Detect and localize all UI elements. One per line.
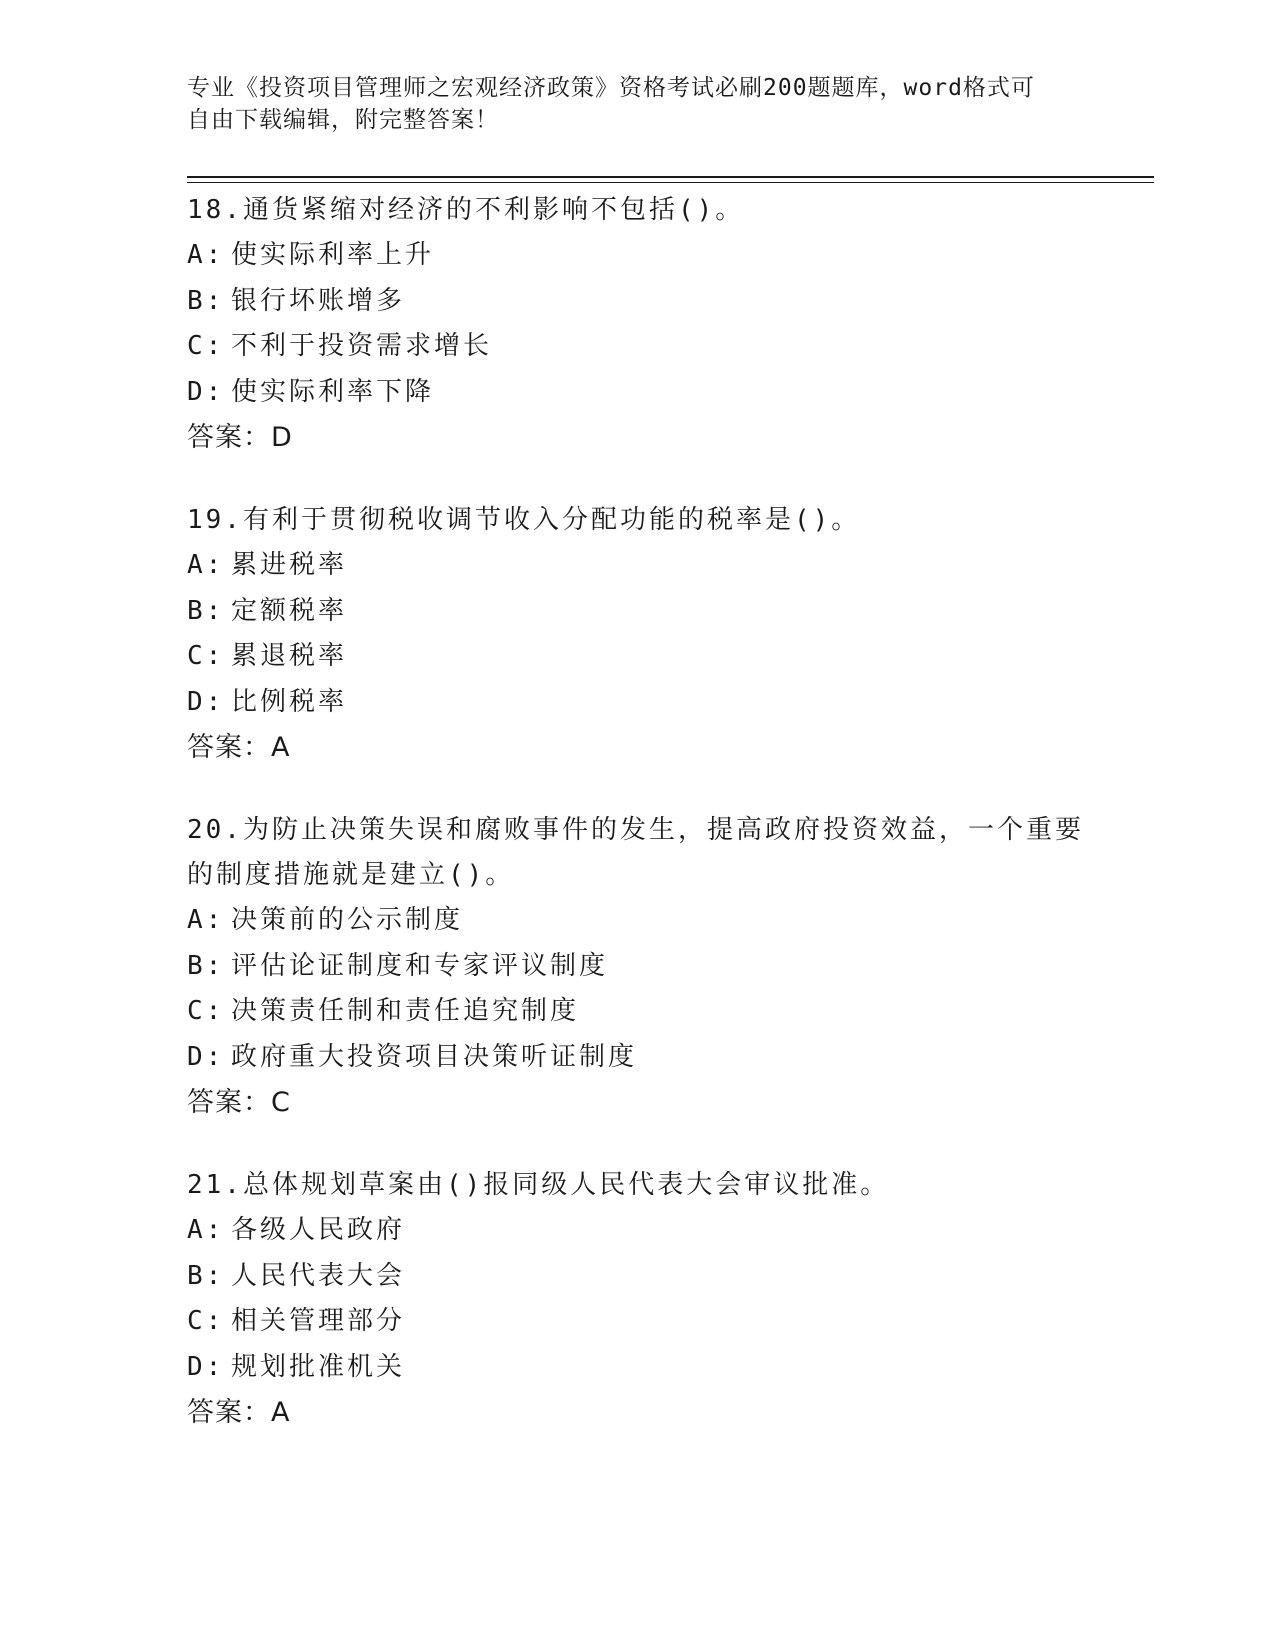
question-answer: 答案：A	[187, 732, 291, 763]
option-text: 决策前的公示制度	[231, 905, 464, 935]
question-stem: 的制度措施就是建立()。	[187, 860, 515, 890]
option-text: 使实际利率下降	[231, 376, 435, 407]
question-answer: 答案：D	[187, 422, 293, 453]
option-key: D:	[187, 376, 225, 407]
question-option	[187, 1254, 1087, 1300]
question-option	[187, 944, 1087, 990]
question-answer: 答案：C	[187, 1087, 291, 1118]
question-stem: 21.总体规划草案由()报同级人民代表大会审议批准。	[187, 1170, 890, 1200]
option-text: 评估论证制度和专家评议制度	[231, 950, 609, 981]
option-text: 使实际利率上升	[231, 240, 435, 270]
option-key: C:	[187, 1306, 225, 1336]
header-divider-thick	[187, 176, 1154, 178]
header-line-1: 专业《投资项目管理师之宏观经济政策》资格考试必刷200题题库，word格式可	[187, 75, 1035, 101]
option-key: A:	[187, 1215, 225, 1245]
option-text: 政府重大投资项目决策听证制度	[231, 1041, 638, 1072]
document-header	[187, 72, 1087, 136]
option-key: D:	[187, 1041, 225, 1072]
option-text: 相关管理部分	[231, 1306, 406, 1336]
option-text: 定额税率	[231, 595, 348, 626]
option-key: B:	[187, 595, 225, 626]
question-block	[187, 1163, 1087, 1435]
option-key: A:	[187, 550, 225, 580]
option-text: 决策责任制和责任追究制度	[231, 996, 580, 1026]
option-text: 银行坏账增多	[231, 285, 406, 316]
option-text: 各级人民政府	[231, 1215, 406, 1245]
question-option	[187, 1208, 1087, 1254]
question-option	[187, 898, 1087, 944]
question-option	[187, 370, 1087, 416]
option-text: 不利于投资需求增长	[231, 331, 493, 361]
question-block	[187, 808, 1087, 1125]
question-option	[187, 634, 1087, 680]
option-key: A:	[187, 905, 225, 935]
option-key: B:	[187, 950, 225, 981]
option-key: C:	[187, 641, 225, 671]
question-stem: 20.为防止决策失误和腐败事件的发生，提高政府投资效益，一个重要	[187, 815, 1084, 845]
question-block	[187, 188, 1087, 460]
question-stem: 19.有利于贯彻税收调节收入分配功能的税率是()。	[187, 505, 861, 535]
question-option	[187, 680, 1087, 726]
option-text: 比例税率	[231, 686, 348, 717]
option-key: B:	[187, 285, 225, 316]
option-text: 规划批准机关	[231, 1351, 406, 1382]
option-key: D:	[187, 1351, 225, 1382]
question-option	[187, 989, 1087, 1035]
option-key: C:	[187, 996, 225, 1026]
question-list	[187, 188, 1087, 1435]
question-stem: 18.通货紧缩对经济的不利影响不包括()。	[187, 195, 745, 225]
question-option	[187, 589, 1087, 635]
option-key: B:	[187, 1260, 225, 1291]
question-option	[187, 543, 1087, 589]
header-line-2: 自由下载编辑，附完整答案！	[187, 107, 499, 133]
question-option	[187, 233, 1087, 279]
question-option	[187, 324, 1087, 370]
option-text: 累进税率	[231, 550, 348, 580]
question-option	[187, 1035, 1087, 1081]
option-key: A:	[187, 240, 225, 270]
option-key: D:	[187, 686, 225, 717]
question-option	[187, 1299, 1087, 1345]
question-option	[187, 279, 1087, 325]
option-key: C:	[187, 331, 225, 361]
question-option	[187, 1345, 1087, 1391]
option-text: 人民代表大会	[231, 1260, 406, 1291]
header-divider-thin	[187, 182, 1154, 183]
question-answer: 答案：A	[187, 1397, 291, 1428]
option-text: 累退税率	[231, 641, 348, 671]
question-block	[187, 498, 1087, 770]
